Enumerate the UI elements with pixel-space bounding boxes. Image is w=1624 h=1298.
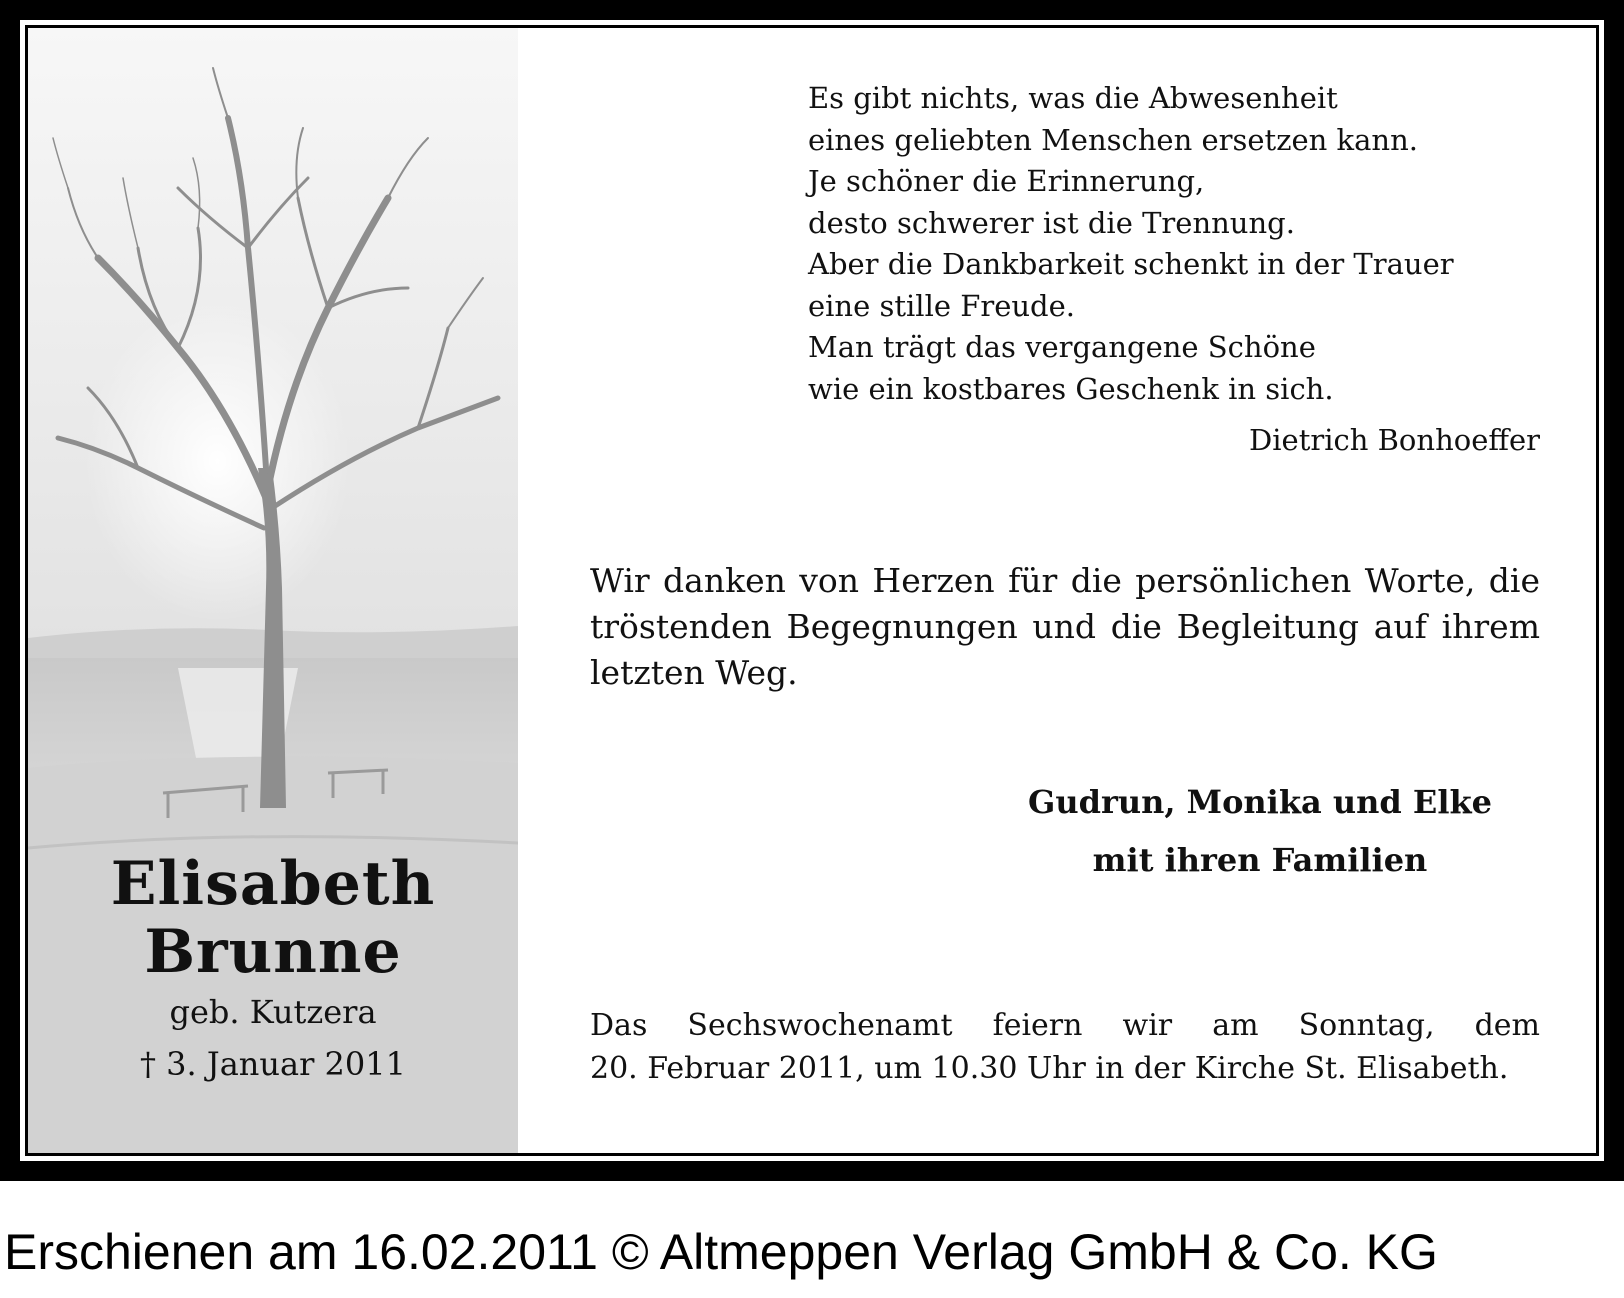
quote-line: Je schöner die Erinnerung, xyxy=(808,164,1205,198)
birth-name: geb. Kutzera xyxy=(169,993,377,1031)
quote-line: wie ein kostbares Geschenk in sich. xyxy=(808,371,1334,406)
death-date: † 3. Januar 2011 xyxy=(140,1045,406,1083)
service-line: 20. Februar 2011, um 10.30 Uhr in der Kirche St. Elisabeth. xyxy=(590,1051,1509,1086)
publication-footer: Erschienen am 16.02.2011 © Altmeppen Verlag GmbH & Co. KG xyxy=(4,1224,1438,1280)
quote-line: eine stille Freude. xyxy=(808,288,1076,323)
deceased-first-name: Elisabeth xyxy=(110,849,436,919)
quote-line: desto schwerer ist die Trennung. xyxy=(808,205,1295,240)
deceased-last-name: Brunne xyxy=(144,917,402,987)
signature-families: mit ihren Familien xyxy=(1092,841,1428,879)
quote-line: Aber die Dankbarkeit schenkt in der Trauer xyxy=(808,247,1454,281)
signature-names: Gudrun, Monika und Elke xyxy=(1028,783,1492,821)
service-announcement xyxy=(590,1004,1540,1090)
quote-line: Man trägt das vergangene Schöne xyxy=(808,330,1316,364)
service-line: Das Sechswochenamt feiern wir am Sonntag, dem xyxy=(590,1008,1540,1043)
bonhoeffer-quote xyxy=(808,78,1548,410)
thanks-paragraph: Wir danken von Herzen für die persönlichen Worte, die tröstenden Begegnungen und die Begleitung auf ihrem letzten Weg. xyxy=(590,561,1540,692)
quote-line: Es gibt nichts, was die Abwesenheit xyxy=(808,81,1338,115)
deceased-name-block xyxy=(28,850,518,1084)
quote-author: Dietrich Bonhoeffer xyxy=(1249,423,1540,457)
quote-line: eines geliebten Menschen ersetzen kann. xyxy=(808,122,1418,157)
signature-block xyxy=(1000,782,1520,880)
